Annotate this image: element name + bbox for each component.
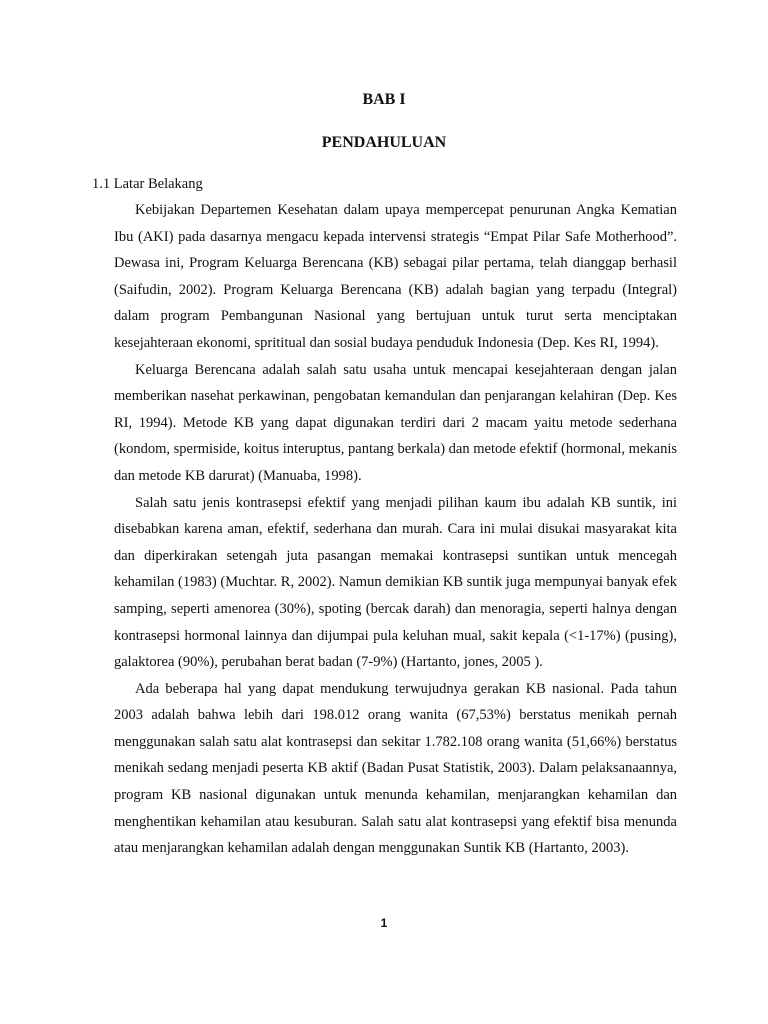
paragraph: Salah satu jenis kontrasepsi efektif yang menjadi pilihan kaum ibu adalah KB suntik, ini disebabkan karena aman, efektif, sederhana dan murah. Cara ini mulai disukai masyarakat kita dan diperkirakan setengah juta pasangan memakai kontrasepsi suntikan untuk mencegah kehamilan (1983) (Muchtar. R, 2002). Namun demikian KB suntik juga mempunyai banyak efek samping, seperti amenorea (30%), spoting (bercak darah) dan menoragia, seperti halnya dengan kontrasepsi hormonal lainnya dan dijumpai pula keluhan mual, sakit kepala (<1-17%) (pusing), galaktorea (90%), perubahan berat badan (7-9%) (Hartanto, jones, 2005 ). <box>114 494 677 671</box>
body-text <box>114 197 677 862</box>
paragraph: Ada beberapa hal yang dapat mendukung terwujudnya gerakan KB nasional. Pada tahun 2003 adalah bahwa lebih dari 198.012 orang wanita (67,53%) berstatus menikah pernah menggunakan salah satu alat kontrasepsi dan sekitar 1.782.108 orang wanita (51,66%) berstatus menikah sedang menjadi peserta KB aktif (Badan Pusat Statistik, 2003). Dalam pelaksanaannya, program KB nasional digunakan untuk menunda kehamilan, menjarangkan kehamilan dan menghentikan kehamilan atau kesuburan. Salah satu alat kontrasepsi yang efektif bisa menunda atau menjarangkan kehamilan adalah dengan menggunakan Suntik KB (Hartanto, 2003). <box>114 680 677 857</box>
chapter-number: BAB I <box>362 91 406 108</box>
paragraph: Kebijakan Departemen Kesehatan dalam upaya mempercepat penurunan Angka Kematian Ibu (AKI) pada dasarnya mengacu kepada intervensi strategis “Empat Pilar Safe Motherhood”. Dewasa ini, Program Keluarga Berencana (KB) sebagai pilar pertama, telah dianggap berhasil (Saifudin, 2002). Program Keluarga Berencana (KB) adalah bagian yang terpadu (Integral) dalam program Pembangunan Nasional yang bertujuan untuk turut serta menciptakan kesejahteraan ekonomi, sprititual dan sosial budaya penduduk Indonesia (Dep. Kes RI, 1994). <box>114 202 677 351</box>
chapter-title: PENDAHULUAN <box>321 134 447 151</box>
section-heading: 1.1 Latar Belakang <box>92 176 203 192</box>
paragraph: Keluarga Berencana adalah salah satu usaha untuk mencapai kesejahteraan dengan jalan memberikan nasehat perkawinan, pengobatan kemandulan dan penjarangan kelahiran (Dep. Kes RI, 1994). Metode KB yang dapat digunakan terdiri dari 2 macam yaitu metode sederhana (kondom, spermiside, koitus interuptus, pantang berkala) dan metode efektif (hormonal, mekanis dan metode KB darurat) (Manuaba, 1998). <box>114 361 677 484</box>
page-number: 1 <box>380 916 388 930</box>
